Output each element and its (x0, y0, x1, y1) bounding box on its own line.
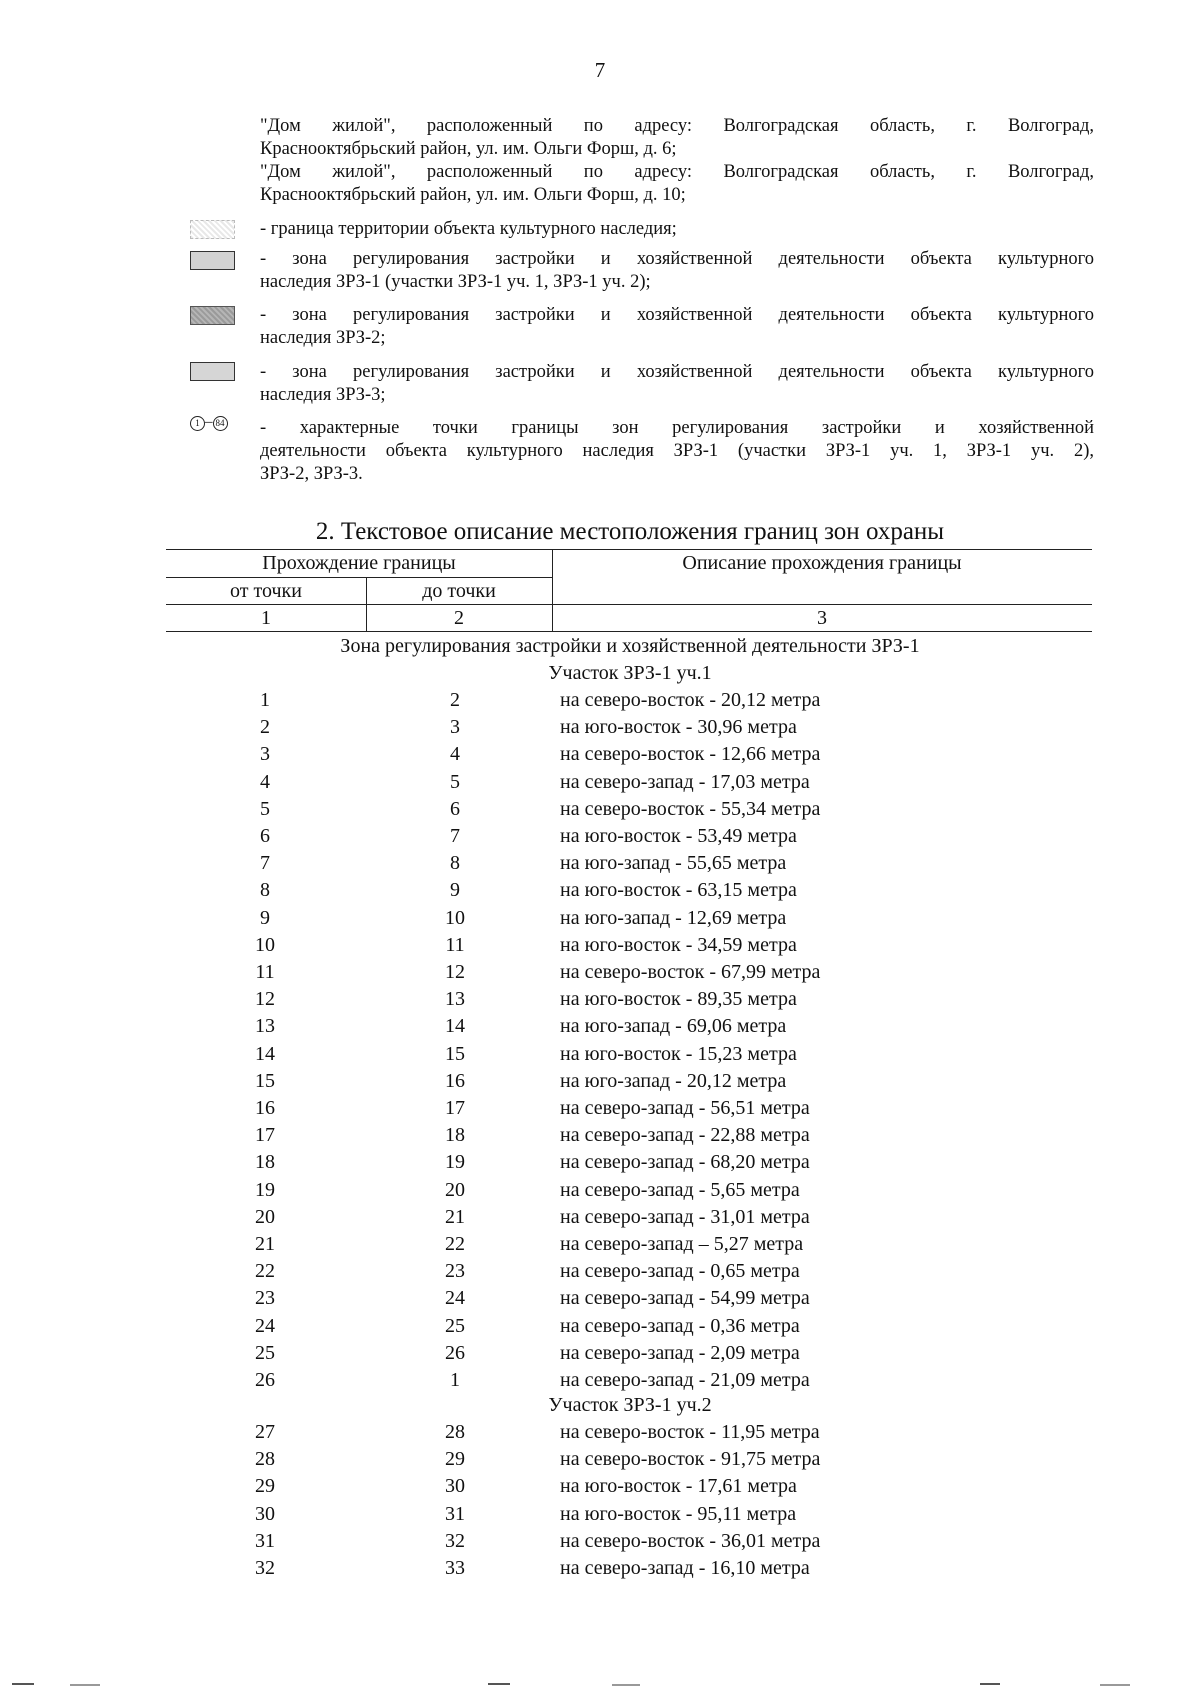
cell-from: 5 (260, 797, 270, 820)
table-row (0, 1503, 1200, 1530)
cell-description: на северо-запад - 2,09 метра (560, 1341, 800, 1364)
cell-to: 5 (450, 770, 460, 793)
cell-from: 15 (255, 1069, 275, 1092)
cell-description: на юго-запад - 69,06 метра (560, 1015, 787, 1038)
table-header-split-rule (166, 577, 552, 578)
table-row (0, 825, 1200, 852)
legend-item-zrz1 (260, 248, 1094, 294)
table-row (0, 1557, 1200, 1584)
table-row (0, 1070, 1200, 1097)
section-2-title: Участок ЗРЗ-1 уч.2 (548, 1394, 712, 1416)
cell-from: 19 (255, 1178, 275, 1201)
cell-from: 27 (255, 1421, 275, 1443)
cell-description: на северо-запад - 68,20 метра (560, 1151, 810, 1174)
legend-text-points-line-1: - характерные точки границы зон регулирования застройки и хозяйственной (260, 418, 1094, 438)
cell-description: на северо-восток - 91,75 метра (560, 1448, 821, 1471)
cell-from: 22 (255, 1260, 275, 1283)
cell-to: 22 (445, 1233, 465, 1255)
legend-text-points-line-2: деятельности объекта культурного наследия ЗРЗ-1 (участки ЗРЗ-1 уч. 1, ЗРЗ-1 уч. 2), (260, 441, 1094, 461)
cell-to: 8 (450, 852, 460, 875)
cell-from: 29 (255, 1475, 275, 1498)
cell-description: на юго-восток - 34,59 метра (560, 933, 797, 956)
cell-to: 10 (445, 906, 465, 929)
cell-description: на юго-запад - 20,12 метра (560, 1069, 787, 1092)
intro-item-1-line-2: Краснооктябрьский район, ул. им. Ольги Форш, д. 6; (260, 139, 677, 159)
cell-to: 9 (450, 879, 460, 902)
cell-from: 23 (255, 1287, 275, 1310)
cell-description: на юго-запад - 55,65 метра (560, 852, 787, 875)
table-colnum-3: 3 (817, 607, 827, 629)
cell-to: 24 (445, 1287, 465, 1310)
legend-text-zrz2-line-1: - зона регулирования застройки и хозяйственной деятельности объекта культурного (260, 305, 1094, 325)
cell-description: на северо-запад - 16,10 метра (560, 1557, 810, 1579)
legend-swatch-zrz3 (190, 362, 235, 381)
cell-to: 12 (445, 961, 465, 983)
cell-from: 30 (255, 1502, 275, 1525)
zone-title: Зона регулирования застройки и хозяйственной деятельности ЗРЗ-1 (340, 635, 920, 657)
point-end-icon: 84 (213, 416, 228, 431)
table-row (0, 1151, 1200, 1178)
cell-to: 13 (445, 988, 465, 1011)
cell-from: 3 (260, 743, 270, 766)
cell-to: 31 (445, 1502, 465, 1525)
table-row (0, 1475, 1200, 1502)
cell-to: 19 (445, 1151, 465, 1174)
table-row (0, 743, 1200, 770)
cell-from: 7 (260, 852, 270, 875)
cell-from: 13 (255, 1015, 275, 1038)
cell-from: 10 (255, 933, 275, 956)
cell-description: на юго-восток - 17,61 метра (560, 1475, 797, 1498)
cell-description: на юго-восток - 63,15 метра (560, 879, 797, 902)
cell-to: 11 (445, 933, 465, 956)
table-row (0, 1530, 1200, 1557)
table-row (0, 1315, 1200, 1342)
table-colnum-bottom-rule (166, 631, 1092, 632)
table-row (0, 879, 1200, 906)
scan-artifact (12, 1683, 34, 1685)
cell-to: 7 (450, 825, 460, 847)
cell-description: на северо-запад - 21,09 метра (560, 1369, 810, 1391)
table-row (0, 1260, 1200, 1287)
table-row (0, 1206, 1200, 1233)
table-row (0, 1043, 1200, 1070)
cell-from: 32 (255, 1557, 275, 1579)
cell-to: 29 (445, 1448, 465, 1471)
page-number: 7 (594, 58, 606, 82)
cell-to: 16 (445, 1069, 465, 1092)
table-row (0, 1369, 1200, 1396)
cell-to: 30 (445, 1475, 465, 1498)
table-row (0, 689, 1200, 716)
legend-text-points-line-3: ЗРЗ-2, ЗРЗ-3. (260, 464, 363, 484)
cell-to: 25 (445, 1314, 465, 1337)
scan-artifact (612, 1684, 640, 1686)
legend-item-points (260, 417, 1094, 486)
cell-from: 11 (255, 961, 275, 983)
cell-from: 2 (260, 716, 270, 739)
cell-to: 14 (445, 1015, 465, 1038)
cell-to: 28 (445, 1421, 465, 1443)
legend-item-zrz2 (260, 304, 1094, 350)
cell-from: 16 (255, 1097, 275, 1119)
cell-description: на северо-запад – 5,27 метра (560, 1233, 804, 1255)
legend-item-heritage-boundary (260, 218, 1094, 241)
legend-text-zrz2-line-2: наследия ЗРЗ-2; (260, 328, 386, 348)
cell-description: на северо-запад - 56,51 метра (560, 1097, 810, 1119)
cell-from: 8 (260, 879, 270, 902)
table-row (0, 1421, 1200, 1448)
cell-description: на северо-восток - 20,12 метра (560, 689, 821, 711)
cell-from: 4 (260, 770, 270, 793)
table-header-description: Описание прохождения границы (682, 552, 962, 574)
scan-artifact (488, 1683, 510, 1685)
table-row (0, 1015, 1200, 1042)
cell-description: на северо-восток - 36,01 метра (560, 1529, 821, 1552)
cell-from: 6 (260, 825, 270, 847)
legend-swatch-heritage-boundary (190, 220, 235, 239)
cell-to: 26 (445, 1341, 465, 1364)
intro-item-1-line-1: "Дом жилой", расположенный по адресу: Волгоградская область, г. Волгоград, (260, 116, 1094, 136)
legend-text-zrz3-line-2: наследия ЗРЗ-3; (260, 385, 386, 405)
table-row (0, 1179, 1200, 1206)
cell-description: на северо-восток - 11,95 метра (560, 1421, 820, 1443)
cell-from: 17 (255, 1124, 275, 1147)
cell-description: на юго-запад - 12,69 метра (560, 906, 787, 929)
table-row (0, 1448, 1200, 1475)
table-row (0, 934, 1200, 961)
cell-description: на юго-восток - 30,96 метра (560, 716, 797, 739)
intro-item-2-line-2: Краснооктябрьский район, ул. им. Ольги Форш, д. 10; (260, 185, 686, 205)
cell-from: 26 (255, 1369, 275, 1391)
cell-to: 2 (450, 689, 460, 711)
table-colnum-2: 2 (454, 607, 464, 629)
legend-item-zrz3 (260, 361, 1094, 407)
cell-to: 4 (450, 743, 460, 766)
table-row (0, 1233, 1200, 1260)
boundary-points-icon: 1 – 84 (190, 414, 228, 431)
cell-to: 18 (445, 1124, 465, 1147)
cell-description: на юго-восток - 89,35 метра (560, 988, 797, 1011)
table-top-rule (166, 549, 1092, 550)
cell-to: 15 (445, 1042, 465, 1065)
cell-to: 6 (450, 797, 460, 820)
cell-description: на северо-запад - 17,03 метра (560, 770, 810, 793)
cell-description: на северо-запад - 0,65 метра (560, 1260, 800, 1283)
cell-description: на северо-восток - 67,99 метра (560, 961, 821, 983)
table-header-bottom-rule (166, 604, 1092, 605)
table-row (0, 771, 1200, 798)
intro-item-2-line-1: "Дом жилой", расположенный по адресу: Волгоградская область, г. Волгоград, (260, 162, 1094, 182)
legend-text-zrz1-line-1: - зона регулирования застройки и хозяйственной деятельности объекта культурного (260, 249, 1094, 269)
table-row (0, 798, 1200, 825)
section-1-title: Участок ЗРЗ-1 уч.1 (548, 662, 712, 684)
table-row (0, 907, 1200, 934)
cell-description: на юго-восток - 15,23 метра (560, 1042, 797, 1065)
table-row (0, 961, 1200, 988)
cell-description: на юго-восток - 53,49 метра (560, 825, 797, 847)
table-row (0, 716, 1200, 743)
cell-description: на северо-восток - 12,66 метра (560, 743, 821, 766)
cell-description: на северо-запад - 22,88 метра (560, 1124, 810, 1147)
cell-to: 21 (445, 1205, 465, 1228)
cell-from: 28 (255, 1448, 275, 1471)
cell-to: 23 (445, 1260, 465, 1283)
section-title: 2. Текстовое описание местоположения границ зон охраны (315, 518, 945, 545)
cell-description: на северо-запад - 31,01 метра (560, 1205, 810, 1228)
scan-artifact (980, 1683, 1000, 1685)
cell-to: 3 (450, 716, 460, 739)
cell-to: 20 (445, 1178, 465, 1201)
cell-from: 31 (255, 1529, 275, 1552)
cell-description: на северо-запад - 0,36 метра (560, 1314, 800, 1337)
cell-description: на северо-запад - 5,65 метра (560, 1178, 800, 1201)
cell-from: 14 (255, 1042, 275, 1065)
legend-swatch-zrz1 (190, 251, 235, 270)
legend-text-zrz3-line-1: - зона регулирования застройки и хозяйственной деятельности объекта культурного (260, 362, 1094, 382)
scan-artifact (70, 1684, 100, 1686)
scan-artifact (1100, 1684, 1130, 1686)
table-row (0, 1124, 1200, 1151)
table-colnum-1: 1 (261, 607, 271, 629)
legend-swatch-zrz2 (190, 306, 235, 325)
table-header-to: до точки (422, 580, 496, 602)
cell-from: 25 (255, 1341, 275, 1364)
cell-from: 20 (255, 1205, 275, 1228)
table-row (0, 988, 1200, 1015)
cell-description: на юго-восток - 95,11 метра (560, 1502, 797, 1525)
cell-from: 12 (255, 988, 275, 1011)
table-row (0, 852, 1200, 879)
point-start-icon: 1 (190, 416, 205, 431)
cell-to: 1 (450, 1369, 460, 1391)
legend-text-heritage-boundary: - граница территории объекта культурного наследия; (260, 219, 677, 239)
legend-text-zrz1-line-2: наследия ЗРЗ-1 (участки ЗРЗ-1 уч. 1, ЗРЗ-1 уч. 2); (260, 272, 651, 292)
table-row (0, 1097, 1200, 1124)
cell-from: 9 (260, 906, 270, 929)
table-row (0, 1287, 1200, 1314)
intro-block (260, 115, 1094, 207)
cell-description: на северо-запад - 54,99 метра (560, 1287, 810, 1310)
cell-to: 32 (445, 1529, 465, 1552)
cell-to: 33 (445, 1557, 465, 1579)
table-header-from: от точки (230, 580, 302, 602)
cell-to: 17 (445, 1097, 465, 1119)
cell-description: на северо-восток - 55,34 метра (560, 797, 821, 820)
table-header-passage: Прохождение границы (262, 552, 456, 574)
table-row (0, 1342, 1200, 1369)
cell-from: 24 (255, 1314, 275, 1337)
cell-from: 1 (260, 689, 270, 711)
cell-from: 21 (255, 1233, 275, 1255)
cell-from: 18 (255, 1151, 275, 1174)
